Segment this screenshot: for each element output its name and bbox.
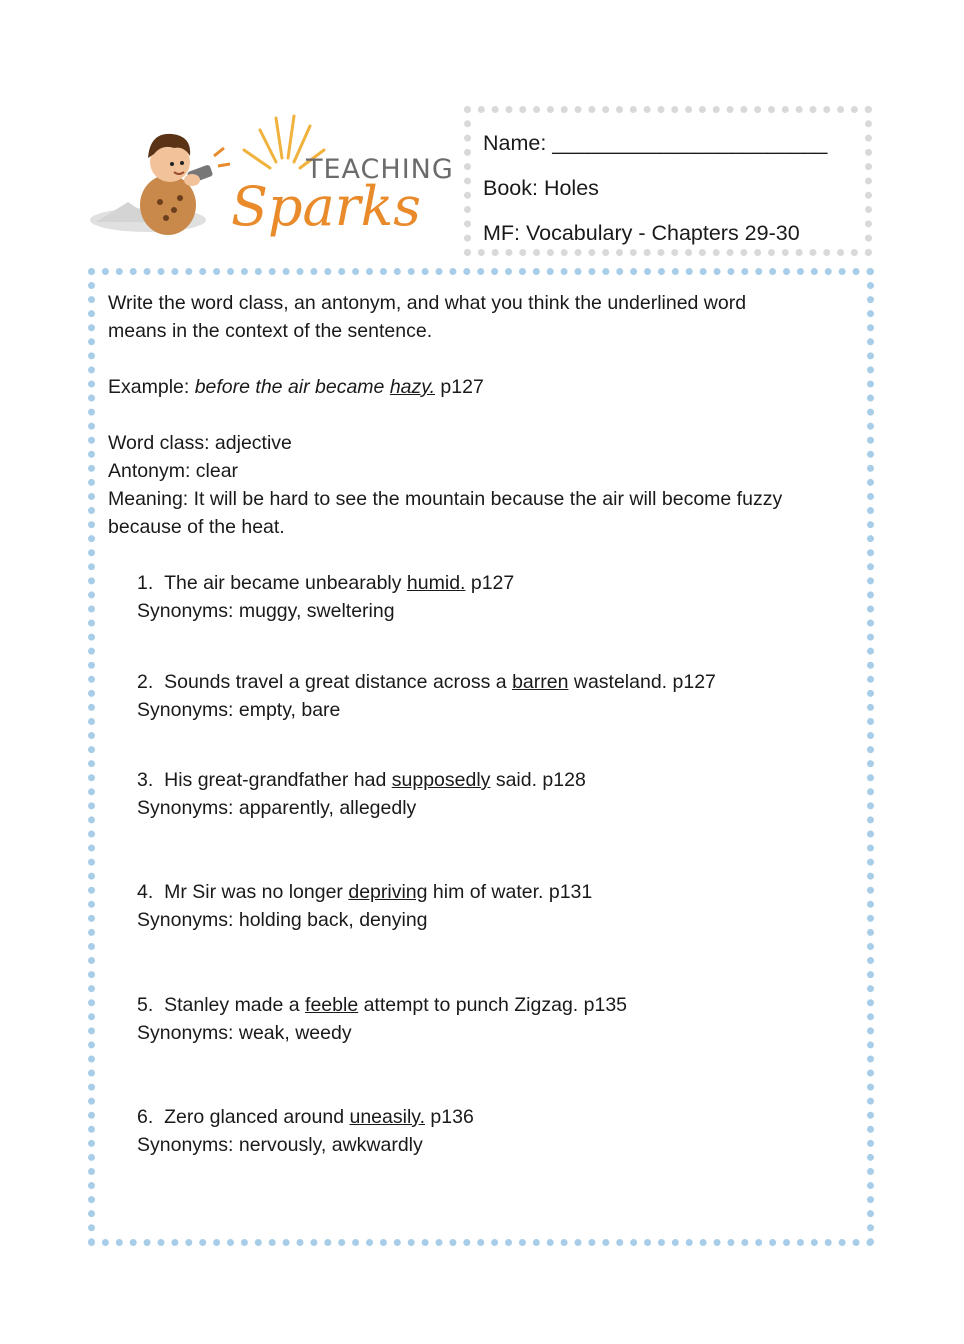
example-meaning-1: Meaning: It will be hard to see the mountain because the air will become fuzzy (108, 488, 783, 510)
example-line (108, 373, 484, 401)
question-text: His great-grandfather had (164, 769, 392, 791)
question-page: p127 (465, 572, 515, 594)
question-text: Stanley made a (164, 994, 306, 1016)
underlined-word: feeble (305, 994, 359, 1016)
question-6 (137, 1103, 474, 1131)
worksheet-box (88, 268, 874, 1246)
synonyms-6: Synonyms: nervously, awkwardly (137, 1134, 423, 1156)
question-text: Zero glanced around (164, 1106, 350, 1128)
underlined-word: uneasily. (349, 1106, 425, 1128)
underlined-word: supposedly (391, 769, 491, 791)
synonyms-1: Synonyms: muggy, sweltering (137, 600, 395, 622)
question-text: The air became unbearably (164, 572, 407, 594)
question-number: 2. (137, 671, 154, 693)
synonyms-3: Synonyms: apparently, allegedly (137, 797, 417, 819)
example-antonym: Antonym: clear (108, 460, 239, 482)
example-sentence: before the air became (194, 376, 390, 398)
synonyms-2: Synonyms: empty, bare (137, 699, 341, 721)
question-number: 4. (137, 881, 154, 903)
question-page: said. p128 (490, 769, 586, 791)
question-text: Mr Sir was no longer (164, 881, 349, 903)
mf-line: MF: Vocabulary - Chapters 29-30 (483, 221, 800, 245)
question-number: 1. (137, 572, 154, 594)
question-number: 6. (137, 1106, 154, 1128)
underlined-word: humid. (406, 572, 466, 594)
instructions-line-1: Write the word class, an antonym, and what you think the underlined word (108, 292, 747, 314)
logo-sparks-text: Sparks (231, 175, 422, 238)
name-field[interactable]: Name: _______________________ (483, 131, 828, 155)
question-page: wasteland. p127 (568, 671, 716, 693)
question-number: 5. (137, 994, 154, 1016)
synonyms-4: Synonyms: holding back, denying (137, 909, 428, 931)
question-1 (137, 569, 514, 597)
question-page: him of water. p131 (427, 881, 593, 903)
question-text: Sounds travel a great distance across a (164, 671, 513, 693)
question-number: 3. (137, 769, 154, 791)
example-label: Example: (108, 376, 195, 398)
example-meaning-2: because of the heat. (108, 516, 285, 538)
teaching-sparks-logo (88, 110, 458, 250)
question-3 (137, 766, 586, 794)
synonyms-5: Synonyms: weak, weedy (137, 1022, 352, 1044)
student-info-box (464, 106, 872, 256)
question-page: attempt to punch Zigzag. p135 (358, 994, 628, 1016)
example-page: p127 (435, 376, 484, 398)
instructions-line-2: means in the context of the sentence. (108, 320, 433, 342)
example-word-class: Word class: adjective (108, 432, 292, 454)
underlined-word: depriving (348, 881, 428, 903)
question-page: p136 (425, 1106, 474, 1128)
question-5 (137, 991, 627, 1019)
book-line: Book: Holes (483, 176, 599, 200)
example-underlined-word: hazy. (389, 376, 435, 398)
question-4 (137, 878, 592, 906)
question-2 (137, 668, 716, 696)
underlined-word: barren (512, 671, 569, 693)
logo-teaching-text: TEACHING (306, 154, 454, 185)
